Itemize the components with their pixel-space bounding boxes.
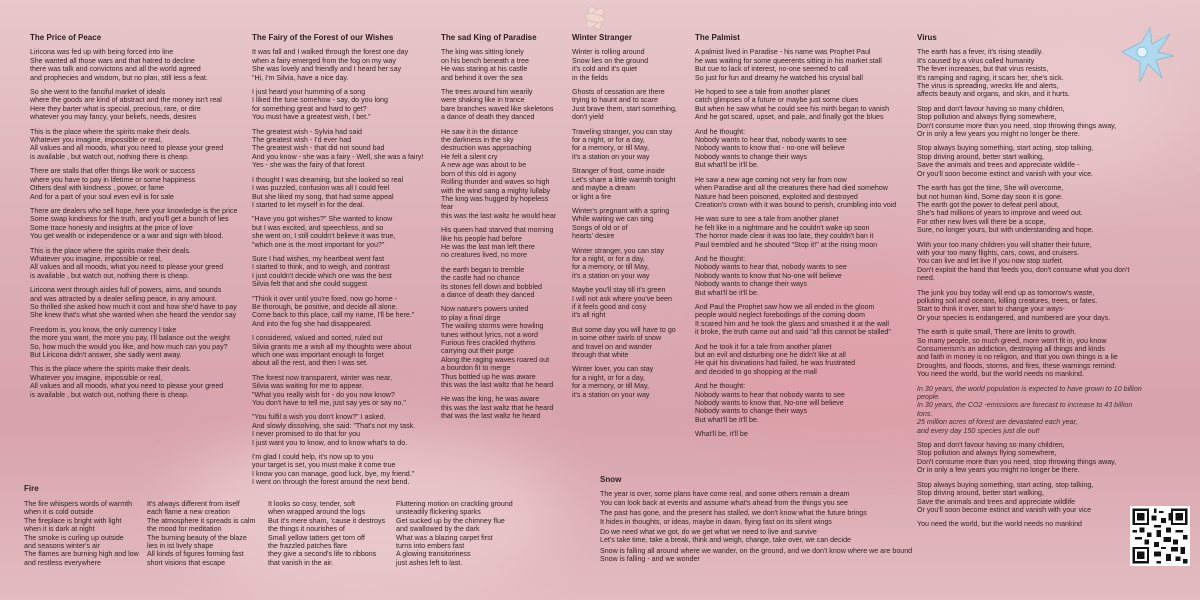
fire-column-b [147,500,265,573]
qr-code-icon[interactable] [1130,506,1190,566]
poem-price-of-peace [30,34,248,405]
stanza: This is the place where the spirits make their deals. Whatever you imagine, impossible or real, All values and all moods, what you need to please your greed is available , but watch out, nothing there is cheap. [30,127,224,161]
poem-title: Winter Stranger [572,33,632,42]
stanza: the earth began to tremble the castle had no chance its stones fell down and bobbled a dance of death they danced [441,265,542,299]
stanza: I considered, valued and sorted, ruled out Silvia grants me a wish all my thoughts were about which one was important enough to forget about all the rest, and then I was set. [252,334,412,368]
stanza: "Have you got wishes?" She wanted to know but I was excited, and speechless, and so she went on, I still couldn't believe it was true, "which one is the most important for you?" [252,215,396,249]
stanza: Traveling stranger, you can stay for a night, or for a day, for a memory, or till May, it's a station on your way [572,127,673,161]
fact-line: In 30 years, the world population is expected to have grown to 10 billion people. [917,384,1142,402]
poem-fire [24,485,544,499]
stanza: The past has gone, and the present has stalled, we don't know what the future brings It hides in thoughts, or ideas, maybe in dawn, flying fast on its silent wings [600,509,867,526]
stanza: He hoped to see a tale from another planet catch glimpses of a future or maybe just some clues But when he saw what he could see his mirth began to vanish And he got scared, upset, and pale, and finally got the blues [695,88,890,122]
stanza: Ghosts of cessation are there trying to haunt and to scare Just brave them, start something, don't yield [572,88,677,122]
stanza: Liricona was fed up with being forced into line She wanted all those wars and that hatred to decline there was talk and convictons and all the world agreed and prophecies and wisdom, but no plan, still less a feat. [30,48,208,82]
stanza: Do we need what we got, do we get what we need to live and survive Let's take time, take a break, think and weigh, change, take over, we can decide [600,528,851,545]
stanza: "Think it over until you're fixed, now go home - Be thorough, be positive, and decide all alone. Come back to this place, call my name, I'll be here." And into the fog she had disappeared. [252,294,415,328]
stanza: The trees around him wearily were shaking like in trance bare branches waved like skeletons a dance of death they danced [441,88,554,122]
poem-winter-stranger [572,34,690,405]
poem-fairy-forest [252,34,442,493]
poem-title: Virus [917,33,937,42]
stanza: What'll be, it'll be [695,430,748,439]
stanza: I just heard your humming of a song I liked the tune somehow - say, do you long for something great and hard to get? You must have a greatest wish, I bet." [252,88,388,122]
poem-title: The Fairy of the Forest of our Wishes [252,33,394,42]
stanza: There are stalls that offer things like work or success where you have to pay in lifetime or some happiness Others deal with kindness , power, or fame And for a part of your soul even evil is for sale [30,167,196,201]
stanza: I'm glad I could help, it's now up to you your target is set, you must make it come true I know you can manage, good luck, bye, my friend." I went on through the forest around the next bend. [252,453,415,487]
stanza: The earth is quite small, There are limits to growth. So many people, so much greed, more won't fit in, you know Consumerism's an addiction, destroying all things and kinds and faith in money is no religion, and that you own things is a lie Droughts, and floods, storms, and fires, these warnings remind: You need the world, but the world needs no mankind. [917,328,1118,379]
stanza: You need the world, but the world needs no mankind [917,520,1082,529]
stanza: Snow is falling all around where we wander, on the ground, and we don't know where we are bound Snow is falling - and we wonder [600,546,913,564]
poem-snow [600,476,930,570]
stanza: Freedom is, you know, the only currency I take the more you want, the more you pay, I'll balance out the weight So, how much the would you like, and how much can you pay? But Liricona didn't answer, she sadly went away. [30,325,230,359]
stanza: Stop always buying something, start acting, stop talking, Stop driving around, better start walking, Save the animals and trees and appreciate wildlife - Or you'll soon become extinct and vanish with your vice. [917,144,1094,178]
stanza: The earth has a fever, it's rising steadily. It's caused by a virus called humanity The fever increases, but that virus resists, It's ramping and raging, it scars her, she's sick. The virus is spreading, wrecks life and alerts, affects beauty and organs, and skin, and it hurts. [917,48,1070,99]
stanza: It's always different from itself each flame a new creation The atmosphere it spreads is calm the mood for meditation The burning beauty of the blaze lies in ist lively shape All kinds of figures forming fast short visions that escape [147,500,256,567]
fire-column-c [268,500,393,573]
stanza: This is the place where the spirits make their deals. Whatever you imagine, impossible or real, All values and all moods, what you need to please your greed is available , but watch out, nothing there is cheap. [30,246,224,280]
stanza: There are dealers who sell hope, here your knowledge is the price Some swap kindness for the truth, and you'll get a bunch of lies Some trace honesty and insights at the price of love You get wealth or independence or a war and sign with blood. [30,206,238,241]
stanza: So she went to the fanciful market of ideals where the goods are kind of abstract and the money isn't real Here they barter what is special, precious, rare, or dire whatever you may fancy, your beliefs, needs, desires [30,88,222,122]
stanza: The fire whispers words of warmth when it is cold outside The fireplace is bright with light when it is dark at night The smoke is curling up outside and seasons winter's air The flames are burning high and low and restless everywhere [24,500,139,567]
fire-column-a [24,500,144,573]
stanza: Maybe you'll stay till it's green I will not ask where you've been if it feels good and cosy it's all right [572,286,672,320]
poem-virus [917,34,1142,535]
stanza: And he thought: Nobody wants to hear that nobody wants to see Nobody wants to know that, No-one will believe Nobody wants to change their ways But what'll be it'll be. [695,382,845,424]
stanza: It was fall and I walked through the forest one day when a fairy emerged from the fog on my way She was lovely and friendly and I heard her say "Hi, I'm Silvia, have a nice day. [252,48,409,82]
stanza: A palmist lived in Paradise - his name was Prophet Paul he was waiting for some queerents sitting in his market stall But cue to lack of interest, no-one seemed to call So just for fun and dreamy he watched his crystal ball [695,48,882,82]
stanza: Sure I had wishes, my heartbeat went fast I started to think, and to weigh, and contrast I just couldn't decide which one was the best Silvia felt that and she could suggest [252,254,392,289]
stanza: Winter stranger, you can stay for a night, or for a day, for a memory, or till May, it's a station on your way [572,246,664,280]
stanza: "You fulfil a wish you don't know?" I asked. And slowly dissolving, she said: "That's not my task. I never promised to do that for you I just want you to know, and to know what's to do. [252,413,416,447]
stanza: The greatest wish - Sylvia had said The greatest wish - I'd ever had The greatest wish - that did not sound bad And you know - she was a fairy - Well, she was a fairy! Yes - she was the fairy of that forest [252,127,424,170]
stanza: He saw a new age coming not very far from now when Paradise and all the creatures there had died somehow Nature had been poisoned, exploited and destroyed Creation's crown with it was bound to perish, crumbling into void [695,175,897,209]
stanza: And Paul the Prophet saw how we all ended in the gloom people would neglect forebodings of the coming doom It scared him and he took the glass and smashed it at the wall it broke, the truth came out and said "all this cannot be stalled" [695,302,891,337]
fact-line: 25 million acres of forest are devastated each year, [917,418,1078,427]
stanza: Winter lover, you can stay for a night, or for a day, for a memory, or till May, it's a station on your way [572,365,654,399]
stanza: The junk you buy today will end up as tomorrow's waste, polluting soil and oceans, killing creatures, trees, or fates. Start to think it over, start to change your ways- Or your species is endangered, and numbered are your days. [917,288,1111,322]
poem-title: The Price of Peace [30,33,102,42]
stanza: And he thought: Nobody wants to hear that, nobody wants to see Nobody wants to know that No-one will believe Nobody wants to change their ways But what'll be it'll be. [695,254,847,297]
stanza: The earth has got the time, She will overcome, but not human kind, Some day soon it is gone. The earth got the power to defeat peril about, She's had millions of years to improve and weed out. For other new lives will there be a scope, Sure, no longer yours, but with understanding and hope. [917,184,1094,235]
stanza: Stop always buying something, start acting, stop talking, Stop driving around, better start walking, Save the animals and trees and appreciate wildlife Or you'll soon become extinct and vanish with your vice [917,480,1094,514]
stanza: With your too many children you will shatter their future, with your too many flights, cars, cows, and cruisers. You can live and let live if you now stop surfeit. Don't exploit the hand that feeds you, don't consume what you don't need. [917,240,1130,283]
stanza: And he took it for a tale from another planet but an evil and disturbing one he didn't like at all He quit his divinations had failed, he was frustrated and decided to go shopping at the mall [695,342,856,376]
stanza: And he thought: Nobody wants to hear that, nobody wants to see Nobody wants to know that - no-one will believe Nobody wants to change their ways But what'll be it'll be. [695,127,847,170]
stanza: But some day you will have to go in some other swirls of snow and travel on and wander through that white [572,325,676,359]
stanza: Liricona went through aisles full of powers, aims, and sounds and was attracted by a dealer selling peace, in any amount. So thrilled she asked how much it cost and how she'd have to pay She knew that's what she wanted when she heard the vendor say [30,286,237,320]
fact-line: and every day 150 species just die out! [917,426,1040,435]
poem-title: The sad King of Paradise [441,33,537,42]
stanza: Stop and don't favour having so many children, Stop pollution and always flying somewhere, Don't consume more than you need, stop throwing things away, Or in only a few years you might no longer be there. [917,441,1117,475]
stanza: Fluttering motion on crackling ground unsteadily flickering sparks Get sucked up by the chimney flue and swallowed by the dark What was a blazing carpet first turns into embers fast A glowing transitoriness just ashes left to last. [396,500,513,567]
stanza: The king was sitting lonely on his bench beneath a tree He was staring at his castle and behind it over the sea [441,48,529,82]
fire-column-d [396,500,526,573]
stanza: It looks so cosy, tender, soft when wrapped around the logs But it's mere sham, 'cause it destroys the things it nourishes of Small yellow tatters get torn off the frazzled patches flare they give a second's life to ribbons that vanish in the air. [268,500,386,567]
stanza: The year is over, some plans have come real, and some others remain a dream You can look back at events and assume what's ahead from the things you see [600,490,850,507]
stanza: His queen had starved that morning like his people had before He was the last man left there no creatures lived, no more [441,226,554,260]
poem-title: Snow [600,475,622,484]
stanza: He was sure to see a tale from another planet he felt like in a nightmare and he couldn't wake up soon The horror made clear it was too late, they couldn't ban it Paul trembled and he shouted "Stop it!" at the rising moon [695,215,878,249]
stanza: He was the king, he was aware this was the last waltz that he heard that was the last waltz he heard [441,395,554,421]
stanza: Now nature's powers united to play a final dirge The wailing storms were howling tunes without lyrics, not a word Furious fires crackled rhythms carrying out their purge Along the raging waves roared out a bourdon fit to merge Thus bottled up he was aware this was the last waltz that he heard [441,305,554,390]
poem-sad-king [441,34,569,427]
poem-title: Fire [24,484,39,493]
fact-line: In 30 years, the CO2 -emissions are forecast to increase to 43 billion tons. [917,401,1133,418]
stanza: Winter is rolling around Snow lies on the ground it's cold and it's quiet in the fields [572,48,649,82]
stanza: Stop and don't favour having so many children, Stop pollution and always flying somewhere, Don't consume more than you need, stop throwing things away, Or in only a few years you might no longer be there. [917,104,1117,139]
stanza: Stranger of frost, come inside Let's share a little warmth tonight and maybe a dream or light a fire [572,167,676,201]
stanza: The forest now transparent, winter was near, Silvia was waiting for me to appear. "What you really wish for - do you now know? You don't have to tell me, just say yes or say no." [252,373,406,408]
stanza: This is the place where the spirits make their deals. Whatever you imagine, impossible or real, All values and all moods, what you need to please your greed is available , but watch out, nothing there is cheap. [30,365,224,399]
poem-title: The Palmist [695,33,740,42]
poem-palmist [695,34,915,445]
stanza: Winter's pregnant with a spring While waiting we can sing Songs of old or of hearts' desire [572,206,670,241]
stanza: He saw it in the distance the darkness in the sky destruction was approaching He felt a silent cry A new age was about to be born of this old in agony Rolling thunder and waves so high with the wind sang a mighty lullaby The king was hugged by hopeless fear this was the last waltz he would hear [441,127,557,220]
stanza: I thought I was dreaming, but she looked so real I was puzzled, confusion was all I could feel But she liked my song, that had some appeal I started to let myself in for the deal. [252,175,404,209]
